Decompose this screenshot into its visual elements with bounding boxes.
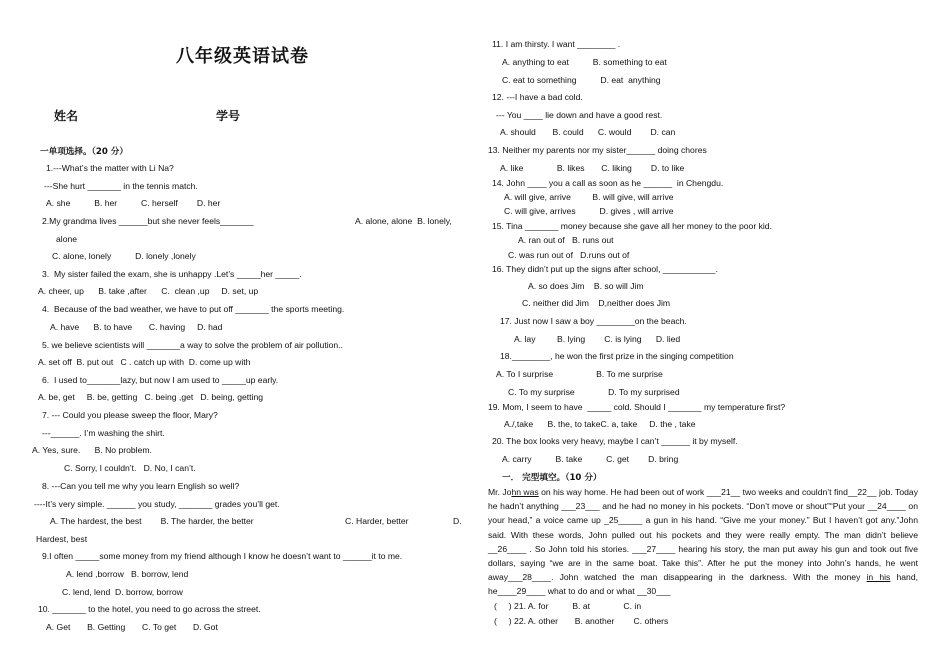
- option-line: A. anything to eat B. something to eat: [502, 57, 667, 67]
- option-line: A. alone, alone B. lonely,: [355, 216, 452, 226]
- question-line: 4. Because of the bad weather, we have to put off _______ the sports meeting.: [42, 304, 345, 314]
- question-line: 17. Just now I saw a boy ________on the beach.: [500, 316, 687, 326]
- question-line: 7. --- Could you please sweep the floor, Mary?: [42, 410, 218, 420]
- option-line: A. like B. likes C. liking D. to like: [500, 163, 685, 173]
- question-line: 13. Neither my parents nor my sister______ doing chores: [488, 145, 707, 155]
- answer-line: ( ) 21. A. for B. at C. in: [494, 601, 642, 611]
- question-line: 12. ---I have a bad cold.: [492, 92, 583, 102]
- student-id-label: 学号: [216, 109, 241, 123]
- option-line: D.: [453, 516, 462, 526]
- question-line: 5. we believe scientists will _______a way to solve the problem of air pollution..: [42, 340, 343, 350]
- option-line: A. lay B. lying C. is lying D. lied: [514, 334, 681, 344]
- cloze-passage: Mr. John was on his way home. He had been out of work ___21__ two weeks and couldn’t find__22__ job. Today he hadn’t anything ___23___ and he had no money in his pockets. “Don’t move or shout”“Put your __24____ on your head,” a voice came up _25_____ a gun in his hand. “Give me your money.” But I haven’t got any.”John said. With these words, John pulled out his pockets and they were really empty. The man didn’t believe __26____ . So John told his stories. ___27____ hearing his story, the man put away his gun and took out five dollars, saying “we are in the same boat. Take this”. After he put the money into John’s hands, he went away___28____. John watched the man disappearing in the darkness. With the money in his hand, he____29____ what to do and or what __30___: [488, 487, 918, 597]
- question-line: 1.---What’s the matter with Li Na?: [46, 163, 174, 173]
- exam-title: 八年级英语试卷: [176, 46, 309, 67]
- question-line: 6. I used to_______lazy, but now I am used to _____up early.: [42, 375, 279, 385]
- option-line: Hardest, best: [36, 534, 88, 544]
- option-line: A. have B. to have C. having D. had: [50, 322, 223, 332]
- section-2-heading: 一． 完型填空。（10 分）: [502, 473, 602, 483]
- question-line: 10. _______ to the hotel, you need to go across the street.: [38, 604, 261, 614]
- question-line: 19. Mom, I seem to have _____ cold. Should I _______ my temperature first?: [488, 402, 786, 412]
- option-line: C. eat to something D. eat anything: [502, 75, 661, 85]
- name-label: 姓名: [54, 109, 79, 123]
- option-line: A. The hardest, the best B. The harder, the better: [50, 516, 254, 526]
- option-line: A./,take B. the, to takeC. a, take D. the , take: [504, 419, 696, 429]
- option-line: A. ran out of B. runs out: [518, 235, 614, 245]
- question-line: 9.I often _____some money from my friend although I know he doesn’t want to ______it to me.: [42, 551, 403, 561]
- option-line: C. Harder, better: [345, 516, 409, 526]
- question-line: --- You ____ lie down and have a good rest.: [496, 110, 663, 120]
- question-line: 20. The box looks very heavy, maybe I can’t ______ it by myself.: [492, 436, 738, 446]
- option-line: C. will give, arrives D. gives , will arrive: [504, 206, 674, 216]
- option-line: A. To I surprise B. To me surprise: [496, 369, 663, 379]
- option-line: C. was run out of D.runs out of: [508, 250, 630, 260]
- option-line: A. should B. could C. would D. can: [500, 127, 676, 137]
- question-line: 18.________, he won the first prize in the singing competition: [500, 351, 734, 361]
- answer-line: ( ) 22. A. other B. another C. others: [494, 616, 669, 626]
- option-line: A. Yes, sure. B. No problem.: [32, 445, 152, 455]
- option-line: A. be, get B. be, getting C. being ,get D. being, getting: [38, 392, 264, 402]
- option-line: A. she B. her C. herself D. her: [46, 198, 221, 208]
- option-line: C. neither did Jim D,neither does Jim: [522, 298, 671, 308]
- option-line: A. cheer, up B. take ,after C. clean ,up D. set, up: [38, 286, 259, 296]
- question-line: 2.My grandma lives ______but she never feels_______: [42, 216, 254, 226]
- option-line: A. lend ,borrow B. borrow, lend: [66, 569, 189, 579]
- question-line: ---She hurt _______ in the tennis match.: [44, 181, 198, 191]
- question-line: 15. Tina _______ money because she gave all her money to the poor kid.: [492, 221, 772, 231]
- option-line: A. set off B. put out C . catch up with D. come up with: [38, 357, 251, 367]
- question-line: 3. My sister failed the exam, she is unhappy .Let’s _____her _____.: [42, 269, 302, 279]
- question-line: ----It’s very simple. ______ you study, _______ grades you’ll get.: [34, 499, 280, 509]
- question-line: ---______. I’m washing the shirt.: [42, 428, 165, 438]
- section-1-heading: 一单项选择。（20 分）: [40, 147, 128, 157]
- option-line: A. carry B. take C. get D. bring: [502, 454, 679, 464]
- option-line: A. so does Jim B. so will Jim: [528, 281, 644, 291]
- question-line: 11. I am thirsty. I want ________ .: [492, 39, 621, 49]
- option-line: C. Sorry, I couldn’t. D. No, I can’t.: [64, 463, 196, 473]
- question-line: 14. John ____ you a call as soon as he ______ in Chengdu.: [492, 178, 724, 188]
- question-line: 8. ---Can you tell me why you learn English so well?: [42, 481, 240, 491]
- option-line: C. lend, lend D. borrow, borrow: [62, 587, 183, 597]
- option-line: A. Get B. Getting C. To get D. Got: [46, 622, 218, 632]
- option-line: C. alone, lonely D. lonely ,lonely: [52, 251, 196, 261]
- question-line: 16. They didn’t put up the signs after school, ___________.: [492, 264, 718, 274]
- option-line: C. To my surprise D. To my surprised: [508, 387, 680, 397]
- option-line: A. will give, arrive B. will give, will arrive: [504, 192, 674, 202]
- option-line: alone: [56, 234, 78, 244]
